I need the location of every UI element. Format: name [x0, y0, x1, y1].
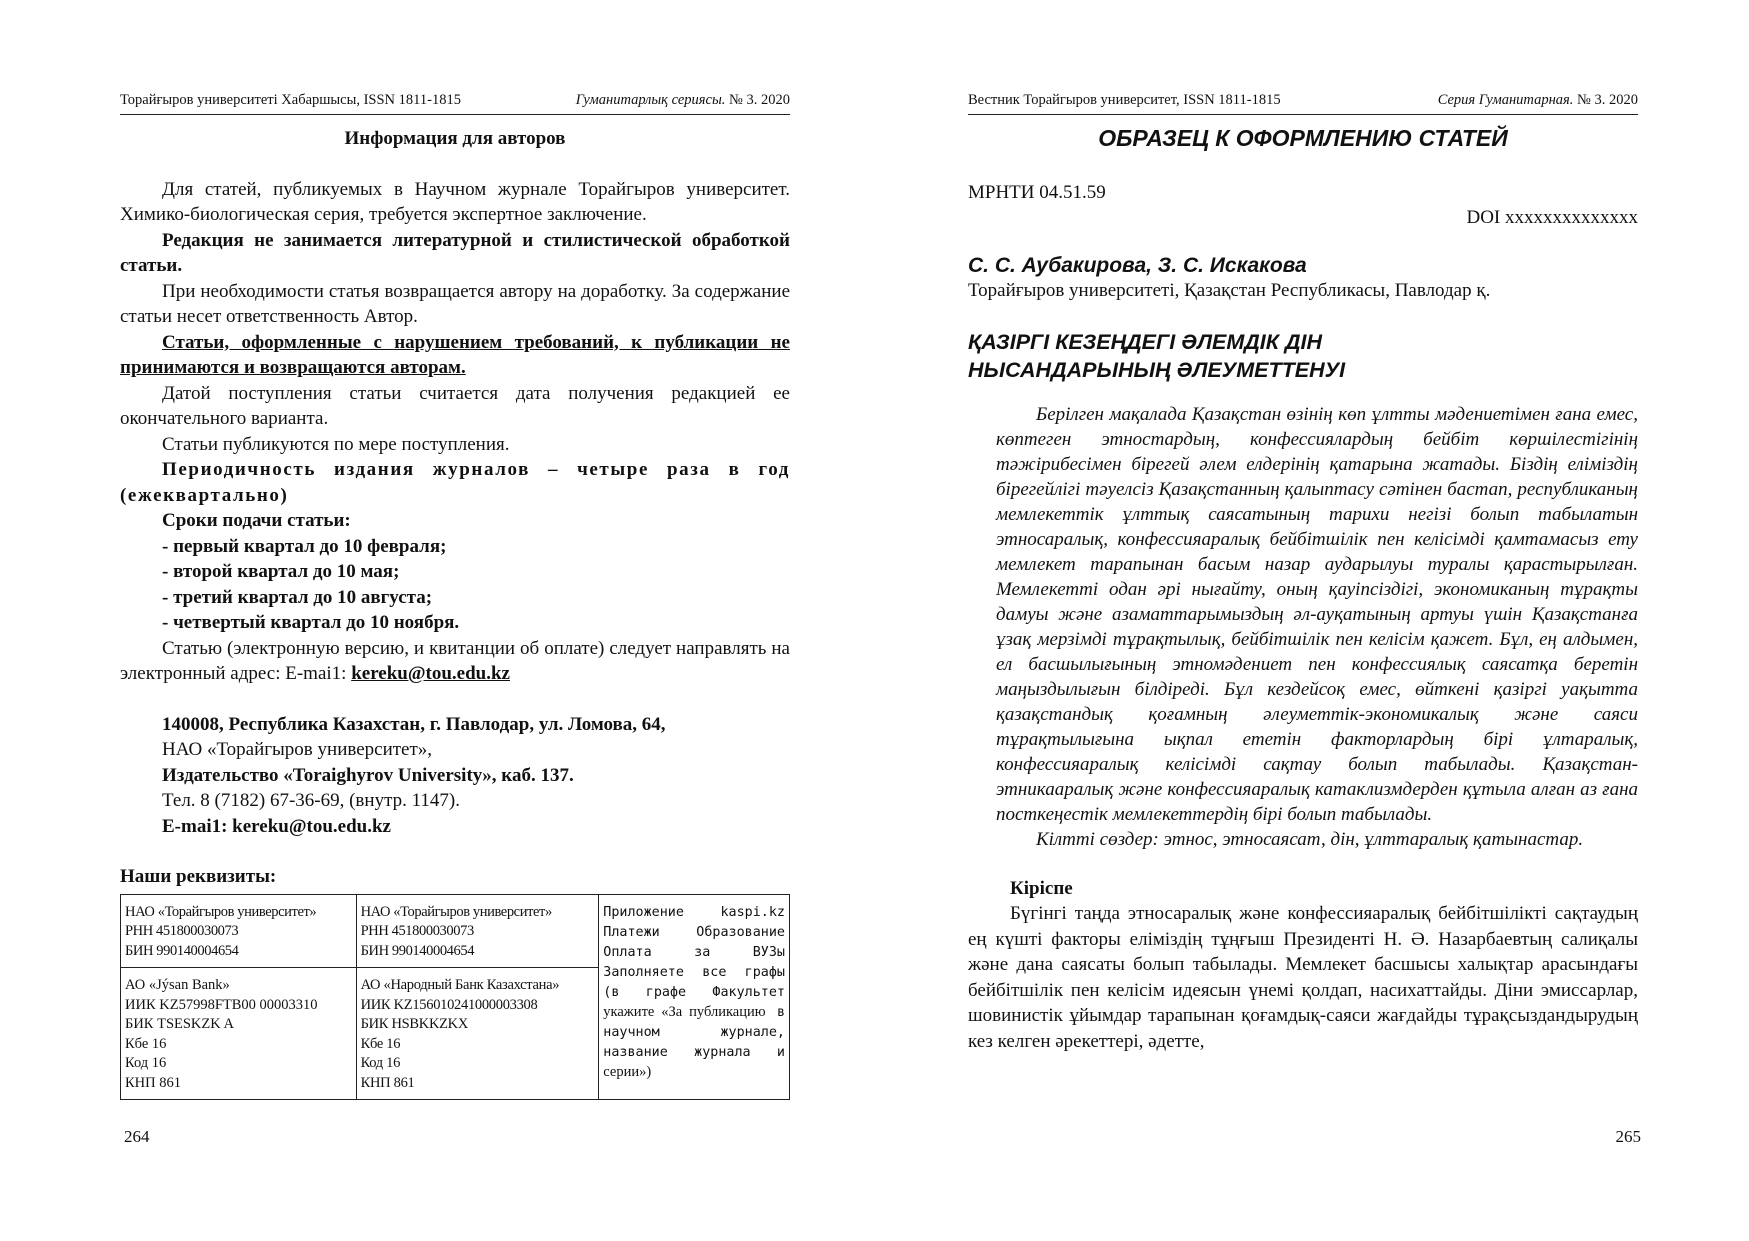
article-title-line: НЫСАНДАРЫНЫҢ ӘЛЕУМЕТТЕНУІ: [968, 357, 1346, 382]
paragraph: Статьи публикуются по мере поступления.: [162, 433, 510, 455]
cell-line: ИИК KZ57998FTB00 00003310: [125, 996, 318, 1013]
table-cell: [356, 968, 599, 1100]
page-title: Информация для авторов: [344, 128, 566, 149]
sample-title: ОБРАЗЕЦ К ОФОРМЛЕНИЮ СТАТЕЙ: [1098, 125, 1508, 151]
journal-name: Торайғыров университеті Хабаршысы, ISSN 1811-1815: [120, 92, 461, 108]
email-link[interactable]: kereku@tou.edu.kz: [351, 663, 510, 684]
deadline-item: - четвертый квартал до 10 ноября.: [162, 612, 460, 633]
organization: НАО «Торайгыров университет»,: [162, 739, 433, 760]
right-page: [968, 0, 1641, 1241]
intro-paragraph: Бүгінгі таңда этносаралық және конфессияаралық бейбітшілікті сақтаудың ең күшті факторы еліміздің тұңғыш Президенті Н. Ә. Назарбаевтың салиқалы және дана саясаты болып табылады. Мемлекет басшысы халықтар арасындағы бейбітшілік пен келісім идеясын үнемі қолдап, насихаттайды. Діни эмиссарлар, шовинистік ұйымдар тарапынан қоғамдық-саяси жағдайды тұрақсыздандырудың кез келген әрекеттері, әдетте,: [968, 903, 1638, 1052]
paragraph-warning: Статьи, оформленные с нарушением требований, к публикации не принимаются и возвращаются авторам.: [120, 331, 790, 378]
series-issue: [576, 92, 790, 114]
contact-email: E-mai1: kereku@tou.edu.kz: [162, 815, 391, 837]
cell-line: Кбе 16: [360, 1035, 401, 1052]
kaspi-text: Приложение kaspi.kz Платежи Образование Оплата за ВУЗы Заполняете все графы (в графе Факультет: [603, 904, 785, 1000]
keywords: Кілтті сөздер: этнос, этносаясат, дін, ұлттаралық қатынастар.: [1036, 828, 1584, 850]
intro-heading: Кіріспе: [1010, 877, 1073, 899]
abstract: [968, 402, 1638, 852]
requisites-table: [120, 894, 790, 1101]
cell-line: КНП 861: [125, 1074, 181, 1091]
page-number: 264: [124, 1127, 150, 1146]
authors: С. С. Аубакирова, З. С. Искакова: [968, 253, 1307, 277]
cell-line: КНП 861: [360, 1074, 415, 1091]
running-header-right: [968, 92, 1638, 115]
issue-number: № 3. 2020: [1577, 92, 1638, 108]
mrnti-code: МРНТИ 04.51.59: [968, 181, 1106, 203]
running-header-left: [120, 92, 790, 115]
cell-line: АО «Jýsan Bank»: [125, 977, 230, 993]
issue-number: № 3. 2020: [729, 92, 790, 108]
left-page-body: [120, 126, 790, 1100]
abstract-text: Берілген мақалада Қазақстан өзінің көп ұлтты мәдениетімен ғана емес, көптеген этностардың, конфессиялардың бейбіт көршілестігінің тәжірибесімен бірегей әлем елдерінің қатарына жатады. Біздің еліміздің бірегейлігі тәуелсіз Қазақстанның қалыптасу сәтінен бастап, республиканың мемлекеттік ұлттық саясатының тарихи негізі болып табылатын этносаралық, конфессияаралық бейбітшілік пен келісімді қамтамасыз ету мемлекет тарапынан басым назар аударылуы туралы қарастырылған. Мемлекетті одан әрі нығайту, оның қауіпсіздігі, экономиканың тұрақты дамуы және азаматтарымыздың әл-ауқатының артуы үшін Қазақстанға ұзақ мерзімді тұрақтылық, бейбітшілік пен келісім қажет. Бұл, ең алдымен, ел басшылығының этномәдениет пен конфессиялық саясатқа беретін маңыздылығын білдіреді. Бұл кездейсоқ емес, өйткені қазіргі уақытта қазақстандық қоғамның әлеуметтік-экономикалық және саяси тұрақтылығына ықпал ететін факторлардың бірі ұлтаралық, конфессияаралық келісімді сақтау болып табылады. Қазақстан-этникааралық және конфессияаралық катаклизмдерден құтыла алған аз ғана посткеңестік мемлекеттердің бірі болып табылады.: [996, 403, 1638, 825]
cell-line: БИН 990140004654: [360, 942, 475, 959]
paragraph: Для статей, публикуемых в Научном журнале Торайгыров университет. Химико-биологическая серия, требуется экспертное заключение.: [120, 178, 790, 225]
kaspi-text: в научном журнале, название журнала и: [603, 1004, 785, 1060]
address: 140008, Республика Казахстан, г. Павлодар, ул. Ломова, 64,: [162, 713, 666, 735]
table-cell: [121, 894, 357, 968]
affiliation: Торайғыров университеті, Қазақстан Республикасы, Павлодар қ.: [968, 280, 1491, 301]
cell-line: НАО «Торайгыров университет»: [125, 903, 317, 920]
kaspi-text: серии»): [603, 1063, 652, 1080]
left-page: [120, 0, 790, 1241]
page-number: 265: [1615, 1127, 1641, 1146]
paragraph: Датой поступления статьи считается дата получения редакцией ее окончательного варианта.: [120, 382, 790, 429]
submission-paragraph: [120, 636, 790, 687]
cell-line: Код 16: [125, 1055, 167, 1071]
cell-line: Кбе 16: [125, 1035, 167, 1052]
series-name: Серия Гуманитарная.: [1437, 92, 1574, 108]
cell-line: ИИК KZ156010241000003308: [360, 996, 538, 1013]
publisher: Издательство «Toraighyrov University», каб. 137.: [162, 764, 574, 786]
kaspi-instructions: [599, 894, 790, 1100]
cell-line: НАО «Торайгыров университет»: [360, 903, 552, 920]
table-cell: [121, 968, 357, 1100]
series-issue: [1438, 92, 1638, 114]
requisites-title: Наши реквизиты:: [120, 866, 277, 887]
phone: Тел. 8 (7182) 67-36-69, (внутр. 1147).: [162, 790, 460, 811]
deadline-item: - первый квартал до 10 февраля;: [162, 535, 447, 557]
paragraph: При необходимости статья возвращается автору на доработку. За содержание статьи несет ответственность Автор.: [120, 280, 790, 327]
cell-line: АО «Народный Банк Казахстана»: [360, 977, 560, 993]
series-name: Гуманитарлық сериясы.: [575, 92, 726, 108]
deadline-item: - второй квартал до 10 мая;: [162, 561, 400, 582]
deadline-item: - третий квартал до 10 августа;: [162, 586, 433, 608]
paragraph-periodicity: Периодичность издания журналов – четыре раза в год (ежеквартально): [120, 459, 790, 506]
cell-line: Код 16: [360, 1055, 401, 1071]
cell-line: БИК HSBKKZKX: [360, 1016, 469, 1032]
cell-line: БИН 990140004654: [125, 942, 239, 959]
doi: DOI xxxxxxxxxxxxxx: [1466, 207, 1638, 228]
journal-name: Вестник Торайгыров университет, ISSN 1811-1815: [968, 92, 1281, 108]
article-title: [968, 328, 1638, 384]
table-cell: [356, 894, 599, 968]
cell-line: РНН 451800030073: [125, 923, 239, 939]
article-title-line: ҚАЗІРГІ КЕЗЕҢДЕГІ ӘЛЕМДІК ДІН: [968, 329, 1322, 354]
deadlines-title: Сроки подачи статьи:: [162, 510, 351, 531]
submission-text: Статью (электронную версию, и квитанции об оплате) следует направлять на электронный адрес: E-mai1:: [120, 637, 790, 684]
right-page-body: [968, 126, 1638, 1054]
kaspi-text: укажите «За публикацию: [603, 1003, 766, 1020]
cell-line: БИК TSESKZK A: [125, 1016, 235, 1032]
paragraph-bold: Редакция не занимается литературной и стилистической обработкой статьи.: [120, 229, 790, 276]
cell-line: РНН 451800030073: [360, 923, 474, 939]
